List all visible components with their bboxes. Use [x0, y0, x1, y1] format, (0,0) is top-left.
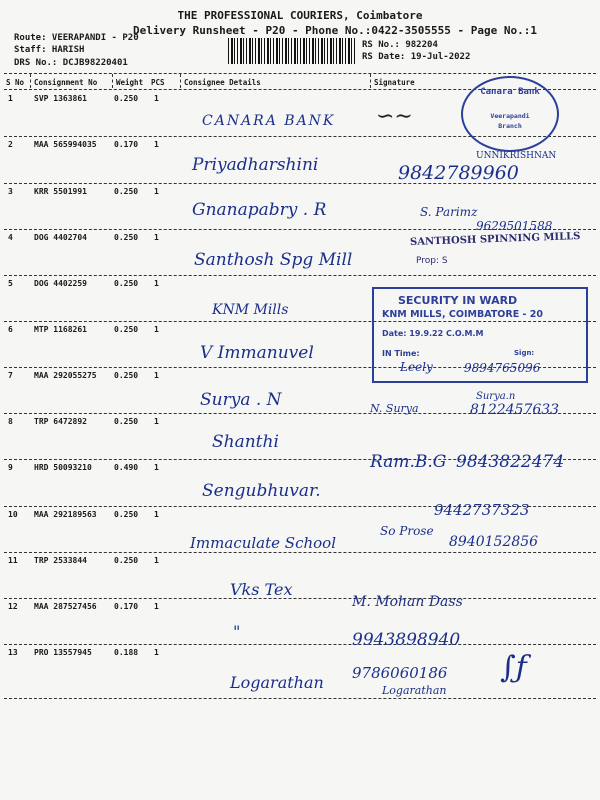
sig-row3-phone: 9629501588 — [476, 219, 553, 233]
row-consignment: TRP 6472892 — [34, 417, 87, 426]
security-title: SECURITY IN WARD — [398, 294, 518, 307]
route-label: Route: VEERAPANDI - P20 — [14, 33, 139, 43]
sig-row2-phone: 9842789960 — [398, 162, 519, 184]
sig-row11-name: M. Mohan Dass — [352, 594, 463, 610]
sig-row12-phone: 9943898940 — [352, 630, 461, 650]
bank-seal-bottom: Branch — [498, 122, 522, 130]
row-pcs: 1 — [154, 94, 159, 103]
sig-row13-name: Logarathan — [382, 684, 447, 697]
hand-consignee-2: Priyadharshini — [192, 155, 319, 175]
hand-consignee-1: CANARA BANK — [202, 113, 336, 129]
col-divider — [112, 74, 113, 88]
col-sno: S No — [6, 78, 25, 87]
staff-label: Staff: HARISH — [14, 45, 85, 55]
row-sno: 13 — [8, 648, 18, 657]
header-top-rule — [4, 73, 596, 74]
row-weight: 0.250 — [114, 556, 139, 565]
hand-consignee-4: Santhosh Spg Mill — [194, 250, 353, 270]
signature-13-scribble: ∫ƒ — [500, 650, 527, 685]
sig-row10-phone2: 8940152856 — [449, 534, 539, 550]
sig-row7-phone: 8122457633 — [470, 402, 560, 418]
sig-row10-name: So Prose — [380, 524, 434, 538]
row-sno: 11 — [8, 556, 18, 565]
row-weight: 0.250 — [114, 94, 139, 103]
row-pcs: 1 — [154, 648, 159, 657]
row-weight: 0.250 — [114, 417, 139, 426]
row-pcs: 1 — [154, 510, 159, 519]
row-weight: 0.250 — [114, 187, 139, 196]
row-rule — [4, 598, 596, 599]
row-consignment: SVP 1363861 — [34, 94, 87, 103]
prop-stamp: Prop: S — [416, 256, 448, 266]
col-weight: Weight — [116, 78, 144, 87]
row-pcs: 1 — [154, 556, 159, 565]
row-sno: 6 — [8, 325, 13, 334]
table-bottom-rule — [4, 698, 596, 699]
col-consignee: Consignee Details — [184, 78, 261, 87]
row-weight: 0.490 — [114, 463, 139, 472]
row-sno: 8 — [8, 417, 13, 426]
hand-consignee-5: KNM Mills — [212, 302, 289, 318]
hand-consignee-13: Logarathan — [230, 673, 324, 692]
row-pcs: 1 — [154, 140, 159, 149]
row-sno: 3 — [8, 187, 13, 196]
row-weight: 0.250 — [114, 233, 139, 242]
sig-row7-name: Surya.n — [476, 391, 516, 402]
row-weight: 0.250 — [114, 325, 139, 334]
row-consignment: MAA 292189563 — [34, 510, 97, 519]
runsheet-title: Delivery Runsheet - P20 - Phone No.:0422-3505555 - Page No.:1 — [133, 24, 537, 37]
rs-date: RS Date: 19-Jul-2022 — [362, 52, 471, 62]
hand-consignee-7: Surya . N — [200, 390, 282, 410]
hand-consignee-3: Gnanapabry . R — [192, 200, 327, 220]
hand-consignee-6: V Immanuvel — [200, 343, 314, 363]
row-rule — [4, 275, 596, 276]
col-consignment: Consignment No — [34, 78, 98, 87]
hand-consignee-12: " — [233, 622, 241, 641]
row-sno: 12 — [8, 602, 18, 611]
security-company: KNM MILLS, COIMBATORE - 20 — [382, 309, 543, 320]
col-divider — [30, 74, 31, 88]
sig-row9-name: Ram.B.G — [370, 452, 447, 472]
row-sno: 7 — [8, 371, 13, 380]
row-consignment: MAA 292055275 — [34, 371, 97, 380]
bank-seal-mid: Veerapandi — [490, 112, 530, 120]
rs-number: RS No.: 982204 — [362, 40, 438, 50]
signature-1: ∽∼ — [376, 104, 413, 129]
row-consignment: PRO 13557945 — [34, 648, 92, 657]
row-rule — [4, 552, 596, 553]
row-consignment: MAA 565994035 — [34, 140, 97, 149]
row-pcs: 1 — [154, 233, 159, 242]
sig-row6-phone: 9894765096 — [464, 361, 541, 375]
drs-number: DRS No.: DCJB98220401 — [14, 58, 128, 68]
row-consignment: TRP 2533844 — [34, 556, 87, 565]
row-pcs: 1 — [154, 463, 159, 472]
row-sno: 1 — [8, 94, 13, 103]
bank-seal-stamp — [461, 76, 559, 152]
row-consignment: MAA 287527456 — [34, 602, 97, 611]
sig-row6-name: Leely — [400, 360, 433, 374]
row-consignment: MTP 1168261 — [34, 325, 87, 334]
hand-consignee-10: Immaculate School — [190, 534, 336, 552]
sig-row13-phone: 9786060186 — [352, 664, 448, 682]
row-sno: 9 — [8, 463, 13, 472]
row-consignment: DOG 4402704 — [34, 233, 87, 242]
hand-consignee-11: Vks Tex — [230, 580, 293, 599]
company-title: THE PROFESSIONAL COURIERS, Coimbatore — [177, 9, 423, 22]
security-date: Date: 19.9.22 C.O.M.M — [382, 329, 484, 338]
barcode — [228, 38, 356, 64]
row-sno: 10 — [8, 510, 18, 519]
col-divider — [180, 74, 181, 88]
sig-row2-name: UNNIKRISHNAN — [476, 151, 557, 161]
row-sno: 2 — [8, 140, 13, 149]
row-weight: 0.250 — [114, 510, 139, 519]
row-weight: 0.250 — [114, 279, 139, 288]
hand-consignee-9: Sengubhuvar. — [202, 481, 321, 501]
row-consignment: KRR 5501991 — [34, 187, 87, 196]
col-pcs: PCS — [151, 78, 165, 87]
row-pcs: 1 — [154, 602, 159, 611]
security-sign: Sign: — [514, 349, 535, 357]
row-pcs: 1 — [154, 187, 159, 196]
santhosh-stamp: SANTHOSH SPINNING MILLS — [409, 231, 581, 248]
row-consignment: DOG 4402259 — [34, 279, 87, 288]
row-weight: 0.250 — [114, 371, 139, 380]
sig-row9-phone: 9843822474 — [456, 452, 565, 472]
sig-row10-phone: 9442737323 — [434, 501, 530, 519]
row-pcs: 1 — [154, 325, 159, 334]
row-pcs: 1 — [154, 279, 159, 288]
row-weight: 0.170 — [114, 602, 139, 611]
bank-seal-top: Canara Bank — [480, 87, 540, 97]
row-weight: 0.170 — [114, 140, 139, 149]
row-sno: 5 — [8, 279, 13, 288]
row-weight: 0.188 — [114, 648, 139, 657]
sig-row7-full: N. Surya — [370, 402, 419, 415]
col-divider — [370, 74, 371, 88]
security-time: IN Time: — [382, 349, 420, 358]
row-consignment: HRD 50093210 — [34, 463, 92, 472]
row-sno: 4 — [8, 233, 13, 242]
hand-consignee-8: Shanthi — [212, 432, 279, 452]
col-signature: Signature — [374, 78, 415, 87]
row-rule — [4, 644, 596, 645]
row-pcs: 1 — [154, 371, 159, 380]
sig-row3-name: S. Parimz — [420, 205, 478, 219]
row-pcs: 1 — [154, 417, 159, 426]
